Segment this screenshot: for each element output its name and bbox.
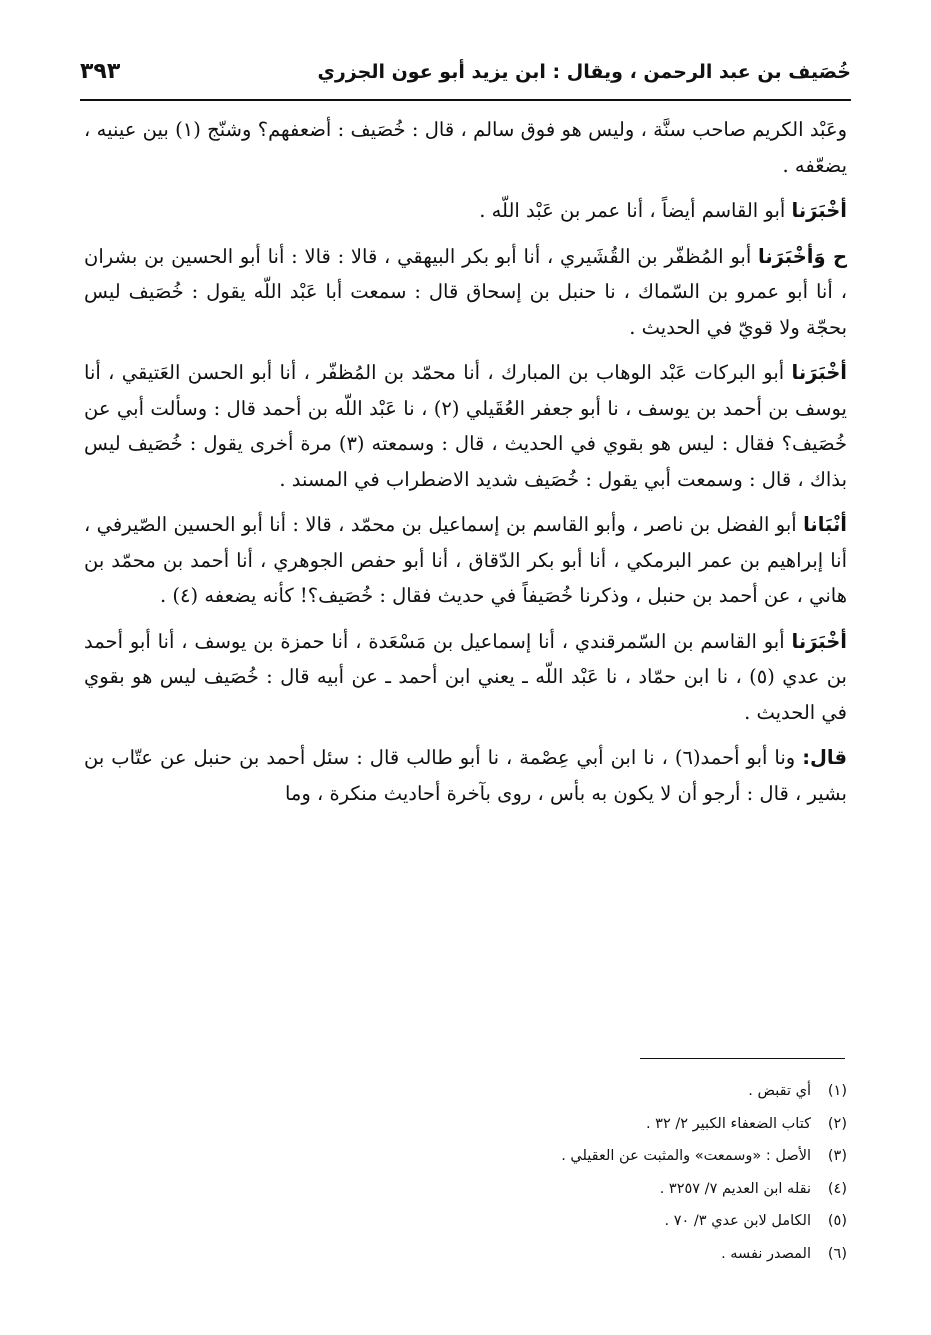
footnote-text: أي تقبض . <box>748 1083 811 1099</box>
footnote-item <box>247 1205 847 1238</box>
paragraph-text: أبو القاسم بن السّمرقندي ، أنا إسماعيل بن مَسْعَدة ، أنا حمزة بن يوسف ، أنا أبو أحمد بن عدي (٥) ، نا ابن حمّاد ، نا عَبْد اللّه ـ يعني ابن أحمد ـ عن أبيه قال : خُصَيف ليس هو بقوي في الحديث . <box>84 629 847 724</box>
page-number: ٣٩٣ <box>80 59 121 84</box>
footnote-text: المصدر نفسه . <box>721 1245 811 1262</box>
paragraph <box>84 239 847 346</box>
footnote-divider <box>640 1058 845 1059</box>
footnote-item <box>247 1173 847 1206</box>
paragraph-text: أبو البركات عَبْد الوهاب بن المبارك ، أنا محمّد بن المُظفّر ، أنا أبو الحسن العَتيقي ، أنا يوسف بن أحمد بن يوسف ، نا أبو جعفر العُقَيلي (٢) ، نا عَبْد اللّه بن أحمد قال : وسألت أبي عن خُصَيف؟ فقال : ليس هو بقوي في الحديث ، قال : وسمعته (٣) مرة أخرى يقول : خُصَيف ليس بذاك ، قال : وسمعت أبي يقول : خُصَيف شديد الاضطراب في المسند . <box>84 361 848 491</box>
footnote-text: كتاب الضعفاء الكبير ٢/ ٣٢ . <box>645 1115 811 1132</box>
paragraph-text: أبو المُظفّر بن القُشَيري ، أنا أبو بكر البيهقي ، قالا : قالا : أنا أبو الحسين بن بشران ، أنا أبو عمرو بن السّماك ، نا حنبل بن إسحاق قال : سمعت أبا عَبْد اللّه يقول : خُصَيف ليس بحجّة ولا قويّ في الحديث . <box>84 244 847 339</box>
running-header <box>80 55 851 101</box>
paragraph-lead: قال: <box>802 746 847 769</box>
paragraph-lead: أخْبَرَنا <box>791 199 847 222</box>
footnote-item <box>247 1140 847 1173</box>
footnote-number: (٥) <box>827 1213 847 1230</box>
paragraph <box>84 193 847 229</box>
paragraph-lead: أخْبَرَنا <box>791 361 847 384</box>
footnote-number: (٤) <box>827 1180 847 1197</box>
footnote-text: الأصل : «وسمعت» والمثبت عن العقيلي . <box>561 1148 811 1165</box>
paragraph-text: وعَبْد الكريم صاحب سنَّة ، وليس هو فوق سالم ، قال : خُصَيف : أضعفهم؟ وشنّج (١) بين عينيه ، يضعّفه . <box>84 118 847 177</box>
footnote-text: نقله ابن العديم ٧/ ٣٢٥٧ . <box>659 1180 811 1197</box>
footnote-number: (٦) <box>827 1245 847 1262</box>
footnote-text: الكامل لابن عدي ٣/ ٧٠ . <box>664 1213 811 1230</box>
footnote-number: (١) <box>827 1083 847 1099</box>
footnote-number: (٢) <box>827 1115 847 1132</box>
footnote-item <box>247 1075 847 1108</box>
footnote-item <box>247 1238 847 1271</box>
footnote-number: (٣) <box>827 1148 847 1165</box>
paragraph <box>84 112 847 183</box>
paragraph-text: أبو القاسم أيضاً ، أنا عمر بن عَبْد اللّه . <box>479 199 792 222</box>
paragraph-text: ونا أبو أحمد(٦) ، نا ابن أبي عِصْمة ، نا أبو طالب قال : سئل أحمد بن حنبل عن عتّاب بن بشير ، قال : أرجو أن لا يكون به بأس ، روى بآخرة أحاديث منكرة ، وما <box>84 746 847 805</box>
paragraph-lead: أخْبَرَنا <box>791 629 847 653</box>
paragraph-lead: أنْبَانا <box>803 513 847 536</box>
paragraph-lead: ح وَأخْبَرَنا <box>758 244 848 268</box>
paragraph-text: أبو الفضل بن ناصر ، وأبو القاسم بن إسماعيل بن محمّد ، قالا : أنا أبو الحسين الصّيرفي ، أنا إبراهيم بن عمر البرمكي ، أنا أبو بكر الدّقاق ، أنا أبو حفص الجوهري ، أنا أحمد بن محمّد بن هاني ، عن أحمد بن حنبل ، وذكرنا خُصَيفاً في حديث فقال : خُصَيف؟! كأنه يضعفه (٤) . <box>84 513 847 607</box>
paragraph <box>84 507 847 614</box>
main-text <box>84 112 847 821</box>
running-title: خُصَيف بن عبد الرحمن ، ويقال : ابن يزيد أبو عون الجزري <box>317 61 851 83</box>
footnote-item <box>247 1108 847 1141</box>
footnotes <box>247 1075 847 1271</box>
paragraph <box>84 740 847 811</box>
paragraph <box>84 355 847 497</box>
paragraph <box>84 624 847 731</box>
